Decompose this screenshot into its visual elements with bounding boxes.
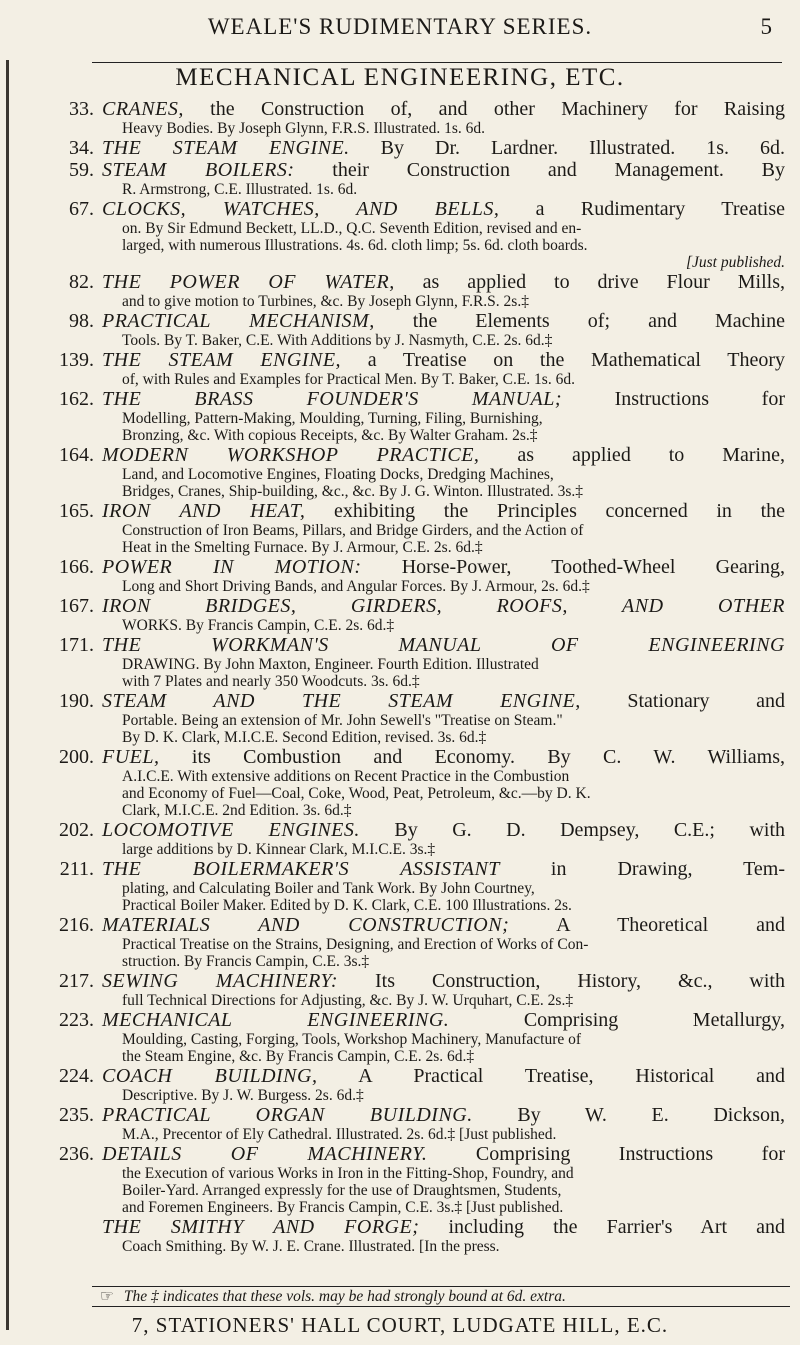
entry-title-rest: Its Construction, History, &c., with bbox=[338, 970, 785, 992]
entry-title: PRACTICAL ORGAN BUILDING. bbox=[102, 1104, 473, 1126]
entry-number: 166. bbox=[59, 556, 94, 578]
entry-first-line bbox=[102, 858, 785, 880]
catalogue-entry bbox=[40, 444, 785, 500]
entry-detail-line: Tools. By T. Baker, C.E. With Additions by J. Nasmyth, C.E. 2s. 6d.‡ bbox=[122, 332, 553, 349]
catalogue-entry bbox=[40, 556, 785, 595]
entry-first-line bbox=[102, 310, 785, 332]
entry-number: 211. bbox=[59, 858, 94, 880]
entry-detail-line: Land, and Locomotive Engines, Floating Docks, Dredging Machines, bbox=[122, 466, 554, 483]
entry-detail-line: Practical Treatise on the Strains, Designing, and Erection of Works of Con- bbox=[122, 936, 589, 953]
entry-first-line bbox=[102, 819, 785, 841]
entry-title-rest: as applied to drive Flour Mills, bbox=[394, 271, 785, 293]
entry-first-line bbox=[102, 271, 785, 293]
entry-number: 82. bbox=[69, 271, 94, 293]
catalogue-entry bbox=[40, 1009, 785, 1065]
entry-detail-line: Clark, M.I.C.E. 2nd Edition. 3s. 6d.‡ bbox=[122, 802, 352, 819]
entry-first-line bbox=[102, 970, 785, 992]
catalogue-entry bbox=[40, 1065, 785, 1104]
entry-title-rest: as applied to Marine, bbox=[479, 444, 785, 466]
entry-title-rest: Instructions for bbox=[562, 388, 785, 410]
notice-text: The ‡ indicates that these vols. may be had strongly bound at 6d. extra. bbox=[123, 1288, 566, 1305]
entry-detail-line: Heat in the Smelting Furnace. By J. Armour, C.E. 2s. 6d.‡ bbox=[122, 539, 483, 556]
entry-title: FUEL, bbox=[102, 746, 160, 768]
entry-title: CLOCKS, WATCHES, AND BELLS, bbox=[102, 198, 500, 220]
catalogue-entry bbox=[40, 500, 785, 556]
entry-number: 59. bbox=[69, 159, 94, 181]
entry-first-line bbox=[102, 1143, 785, 1165]
entry-detail-line: Long and Short Driving Bands, and Angular Forces. By J. Armour, 2s. 6d.‡ bbox=[122, 578, 590, 595]
entry-detail-line: M.A., Precentor of Ely Cathedral. Illustrated. 2s. 6d.‡ [Just published. bbox=[122, 1126, 557, 1143]
entry-detail-line: Modelling, Pattern-Making, Moulding, Turning, Filing, Burnishing, bbox=[122, 410, 543, 427]
entry-title: MECHANICAL ENGINEERING. bbox=[102, 1009, 450, 1031]
entry-detail-line: Practical Boiler Maker. Edited by D. K. Clark, C.E. 100 Illustrations. 2s. bbox=[122, 897, 572, 914]
entry-title-rest: the Construction of, and other Machinery for Raising bbox=[183, 98, 785, 120]
catalogue-entry bbox=[40, 349, 785, 388]
entry-title: THE STEAM ENGINE, bbox=[102, 349, 342, 371]
entry-number: 200. bbox=[59, 746, 94, 768]
entry-title-rest: a Treatise on the Mathematical Theory bbox=[341, 349, 786, 371]
publisher-address: 7, STATIONERS' HALL COURT, LUDGATE HILL, E.C. bbox=[131, 1313, 669, 1337]
entry-detail-line: Construction of Iron Beams, Pillars, and Bridge Girders, and the Action of bbox=[122, 522, 584, 539]
entry-number: 171. bbox=[59, 634, 94, 656]
running-head: WEALE'S RUDIMENTARY SERIES. bbox=[207, 14, 593, 39]
entry-number: 33. bbox=[69, 98, 94, 120]
catalogue-entry bbox=[40, 137, 785, 159]
entry-detail-line: Descriptive. By J. W. Burgess. 2s. 6d.‡ bbox=[122, 1087, 364, 1104]
entry-first-line bbox=[102, 388, 785, 410]
entry-number: 167. bbox=[59, 595, 94, 617]
entry-number: 98. bbox=[69, 310, 94, 332]
entry-title-rest: Comprising Metallurgy, bbox=[449, 1009, 785, 1031]
entry-title: MATERIALS AND CONSTRUCTION; bbox=[102, 914, 510, 936]
entry-title-rest: a Rudimentary Treatise bbox=[499, 198, 785, 220]
pointing-hand-icon: ☞ bbox=[100, 1288, 114, 1305]
entry-subtitle: THE SMITHY AND FORGE; bbox=[102, 1216, 420, 1238]
entry-number: 223. bbox=[59, 1009, 94, 1031]
entry-detail-line: plating, and Calculating Boiler and Tank Work. By John Courtney, bbox=[122, 880, 535, 897]
catalogue-entry bbox=[40, 1104, 785, 1143]
entry-number: 164. bbox=[59, 444, 94, 466]
entry-number: 67. bbox=[69, 198, 94, 220]
entry-title-rest: its Combustion and Economy. By C. W. Williams, bbox=[159, 746, 785, 768]
entry-number: 165. bbox=[59, 500, 94, 522]
entry-detail-line: Boiler-Yard. Arranged expressly for the use of Draughtsmen, Students, bbox=[122, 1182, 562, 1199]
entry-number: 235. bbox=[59, 1104, 94, 1126]
entry-first-line bbox=[102, 634, 785, 656]
notice-line bbox=[92, 1286, 790, 1307]
entry-first-line bbox=[102, 349, 785, 371]
section-title: MECHANICAL ENGINEERING, ETC. bbox=[175, 64, 625, 91]
catalogue-entry bbox=[40, 914, 785, 970]
entry-title-rest: A Practical Treatise, Historical and bbox=[317, 1065, 785, 1087]
entry-detail-line: and to give motion to Turbines, &c. By Joseph Glynn, F.R.S. 2s.‡ bbox=[122, 293, 529, 310]
entry-title: PRACTICAL MECHANISM, bbox=[102, 310, 375, 332]
entry-title-rest: By W. E. Dickson, bbox=[472, 1104, 785, 1126]
catalogue-entry bbox=[40, 388, 785, 444]
entry-title-rest: Comprising Instructions for bbox=[427, 1143, 785, 1165]
entry-detail-line: A.I.C.E. With extensive additions on Recent Practice in the Combustion bbox=[122, 768, 570, 785]
entry-detail-line: full Technical Directions for Adjusting, &c. By J. W. Urquhart, C.E. 2s.‡ bbox=[122, 992, 574, 1009]
catalogue-entry bbox=[40, 858, 785, 914]
binding-edge bbox=[6, 60, 9, 1330]
entry-detail-line: and Foremen Engineers. By Francis Campin, C.E. 3s.‡ [Just published. bbox=[122, 1199, 564, 1216]
entry-title: CRANES, bbox=[102, 98, 184, 120]
entry-title: POWER IN MOTION: bbox=[102, 556, 362, 578]
entry-number: 224. bbox=[59, 1065, 94, 1087]
entry-title-rest: By G. D. Dempsey, C.E.; with bbox=[359, 819, 785, 841]
catalogue-entry bbox=[40, 634, 785, 690]
entry-first-line bbox=[102, 444, 785, 466]
entry-title: IRON AND HEAT, bbox=[102, 500, 306, 522]
entry-detail-line: struction. By Francis Campin, C.E. 3s.‡ bbox=[122, 953, 370, 970]
entry-detail-line: large additions by D. Kinnear Clark, M.I.C.E. 3s.‡ bbox=[122, 841, 436, 858]
entry-title: MODERN WORKSHOP PRACTICE, bbox=[102, 444, 480, 466]
entry-title-rest: Stationary and bbox=[580, 690, 785, 712]
entry-title: LOCOMOTIVE ENGINES. bbox=[102, 819, 360, 841]
entry-title-rest: the Elements of; and Machine bbox=[374, 310, 785, 332]
catalogue-entry bbox=[40, 271, 785, 310]
entry-first-line bbox=[102, 137, 785, 159]
entry-detail-line: on. By Sir Edmund Beckett, LL.D., Q.C. Seventh Edition, revised and en- bbox=[122, 220, 582, 237]
entry-detail-line: WORKS. By Francis Campin, C.E. 2s. 6d.‡ bbox=[122, 617, 395, 634]
entry-first-line bbox=[102, 500, 785, 522]
entry-number: 162. bbox=[59, 388, 94, 410]
entry-detail-line: the Steam Engine, &c. By Francis Campin, C.E. 2s. 6d.‡ bbox=[122, 1048, 475, 1065]
entry-title-rest: A Theoretical and bbox=[509, 914, 785, 936]
catalogue-entry bbox=[40, 198, 785, 271]
entry-number: 190. bbox=[59, 690, 94, 712]
catalogue-entry bbox=[40, 98, 785, 137]
entry-detail-line: DRAWING. By John Maxton, Engineer. Fourth Edition. Illustrated bbox=[122, 656, 539, 673]
catalogue-entry bbox=[40, 595, 785, 634]
entry-detail-line: with 7 Plates and nearly 350 Woodcuts. 3s. 6d.‡ bbox=[122, 673, 420, 690]
entry-title: STEAM BOILERS: bbox=[102, 159, 295, 181]
entry-first-line bbox=[102, 198, 785, 220]
entry-title: COACH BUILDING, bbox=[102, 1065, 318, 1087]
entry-first-line bbox=[102, 1065, 785, 1087]
entry-title-rest: exhibiting the Principles concerned in the bbox=[305, 500, 786, 522]
entry-first-line bbox=[102, 1104, 785, 1126]
entry-title: DETAILS OF MACHINERY. bbox=[102, 1143, 428, 1165]
entry-first-line bbox=[102, 690, 785, 712]
entry-first-line bbox=[102, 746, 785, 768]
entry-number: 202. bbox=[59, 819, 94, 841]
entry-title: THE POWER OF WATER, bbox=[102, 271, 395, 293]
catalogue-entry bbox=[40, 819, 785, 858]
entry-title: IRON BRIDGES, GIRDERS, ROOFS, AND OTHER bbox=[102, 595, 785, 617]
entry-number: 236. bbox=[59, 1143, 94, 1165]
entry-subtitle-line bbox=[102, 1216, 785, 1238]
entry-detail-line: larged, with numerous Illustrations. 4s. 6d. cloth limp; 5s. 6d. cloth boards. bbox=[122, 237, 588, 254]
entry-title: STEAM AND THE STEAM ENGINE, bbox=[102, 690, 581, 712]
entry-detail-line: Bronzing, &c. With copious Receipts, &c. By Walter Graham. 2s.‡ bbox=[122, 427, 538, 444]
catalogue-entry bbox=[40, 690, 785, 746]
entry-first-line bbox=[102, 98, 785, 120]
entry-first-line bbox=[102, 1009, 785, 1031]
catalogue-entry bbox=[40, 1143, 785, 1255]
entry-list bbox=[40, 98, 785, 1255]
entry-title: THE STEAM ENGINE. bbox=[102, 137, 350, 159]
entry-number: 34. bbox=[69, 137, 94, 159]
entry-title: SEWING MACHINERY: bbox=[102, 970, 339, 992]
entry-number: 216. bbox=[59, 914, 94, 936]
entry-title-rest: their Construction and Management. By bbox=[294, 159, 785, 181]
entry-first-line bbox=[102, 914, 785, 936]
page-number: 5 bbox=[760, 14, 772, 39]
entry-detail-line: of, with Rules and Examples for Practical Men. By T. Baker, C.E. 1s. 6d. bbox=[122, 371, 575, 388]
entry-title-rest: in Drawing, Tem- bbox=[499, 858, 786, 880]
entry-detail-line: Moulding, Casting, Forging, Tools, Workshop Machinery, Manufacture of bbox=[122, 1031, 582, 1048]
entry-subtitle-detail-line: Coach Smithing. By W. J. E. Crane. Illustrated. [In the press. bbox=[122, 1238, 500, 1255]
entry-first-line bbox=[102, 595, 785, 617]
entry-subtitle-rest: including the Farrier's Art and bbox=[419, 1216, 785, 1238]
entry-number: 217. bbox=[59, 970, 94, 992]
entry-detail-line: Portable. Being an extension of Mr. John Sewell's "Treatise on Steam." bbox=[122, 712, 563, 729]
entry-first-line bbox=[102, 159, 785, 181]
entry-detail-line: Bridges, Cranes, Ship-building, &c., &c. By J. G. Winton. Illustrated. 3s.‡ bbox=[122, 483, 584, 500]
entry-detail-line: R. Armstrong, C.E. Illustrated. 1s. 6d. bbox=[122, 181, 358, 198]
catalogue-entry bbox=[40, 746, 785, 819]
entry-detail-line: the Execution of various Works in Iron in the Fitting-Shop, Foundry, and bbox=[122, 1165, 574, 1182]
entry-first-line bbox=[102, 556, 785, 578]
entry-detail-line: Heavy Bodies. By Joseph Glynn, F.R.S. Illustrated. 1s. 6d. bbox=[122, 120, 486, 137]
catalogue-entry bbox=[40, 159, 785, 198]
entry-detail-line: and Economy of Fuel—Coal, Coke, Wood, Peat, Petroleum, &c.—by D. K. bbox=[122, 785, 591, 802]
catalogue-entry bbox=[40, 310, 785, 349]
entry-title: THE BOILERMAKER'S ASSISTANT bbox=[102, 858, 500, 880]
entry-number: 139. bbox=[59, 349, 94, 371]
catalogue-entry bbox=[40, 970, 785, 1009]
entry-title: THE WORKMAN'S MANUAL OF ENGINEERING bbox=[102, 634, 785, 656]
entry-title-rest: Horse-Power, Toothed-Wheel Gearing, bbox=[361, 556, 785, 578]
entry-detail-line: By D. K. Clark, M.I.C.E. Second Edition, revised. 3s. 6d.‡ bbox=[122, 729, 487, 746]
entry-title-rest: By Dr. Lardner. Illustrated. 1s. 6d. bbox=[349, 137, 785, 159]
header-rule bbox=[92, 62, 782, 63]
entry-title: THE BRASS FOUNDER'S MANUAL; bbox=[102, 388, 563, 410]
entry-note: [Just published. bbox=[685, 254, 785, 271]
